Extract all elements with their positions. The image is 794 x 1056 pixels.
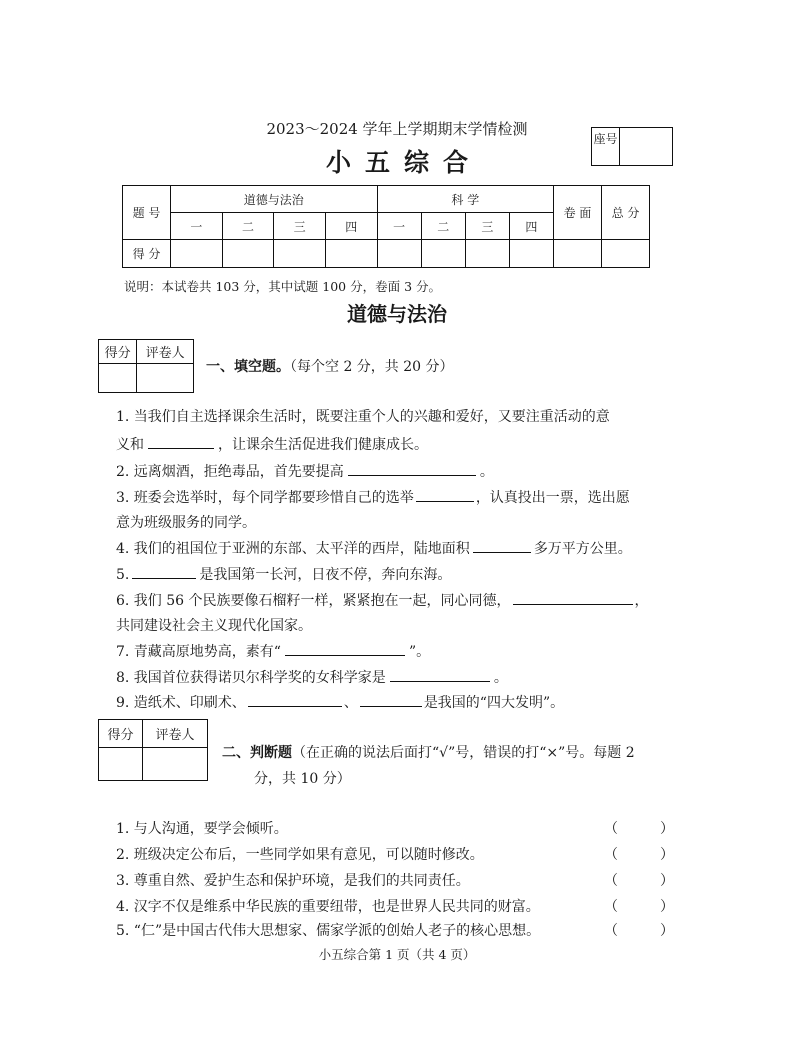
answer-blank[interactable] bbox=[285, 641, 405, 656]
answer-blank[interactable] bbox=[416, 487, 474, 502]
question-3-line-1 bbox=[116, 487, 676, 507]
score-table bbox=[122, 185, 650, 268]
score-cell[interactable] bbox=[377, 240, 421, 268]
question-text: 。 bbox=[493, 670, 508, 686]
part1-instruction: （每个空 2 分，共 20 分） bbox=[290, 359, 454, 375]
question-text: 7. 青藏高原地势高，素有“ bbox=[116, 644, 281, 660]
sub-col-header: 一 bbox=[171, 213, 223, 240]
score-cell[interactable] bbox=[421, 240, 465, 268]
science-group-header: 科 学 bbox=[377, 186, 553, 213]
grader-score-cell[interactable] bbox=[99, 748, 143, 781]
question-3-line-2: 意为班级服务的同学。 bbox=[116, 515, 256, 531]
answer-blank[interactable] bbox=[390, 667, 490, 682]
question-text: 。 bbox=[479, 464, 494, 480]
grader-score-label: 得分 bbox=[99, 720, 143, 748]
paren-open: （ bbox=[604, 873, 618, 889]
grader-score-cell[interactable] bbox=[99, 364, 137, 393]
sub-col-header: 四 bbox=[325, 213, 377, 240]
paren-close: ） bbox=[660, 923, 674, 939]
question-text: 2. 远离烟酒，拒绝毒品，首先要提高 bbox=[116, 464, 344, 480]
judge-item: 5. “仁”是中国古代伟大思想家、儒家学派的创始人老子的核心思想。 bbox=[116, 923, 541, 939]
question-4 bbox=[116, 538, 676, 558]
question-6-line-1 bbox=[116, 590, 676, 610]
question-text: 5. bbox=[116, 567, 130, 583]
grader-box-part2 bbox=[98, 719, 208, 781]
question-8 bbox=[116, 667, 676, 687]
part2-instruction: （在正确的说法后面打“√”号，错误的打“×”号。每题 2 bbox=[292, 745, 635, 761]
grader-box-part1 bbox=[98, 339, 194, 393]
sub-col-header: 二 bbox=[421, 213, 465, 240]
part1-heading bbox=[206, 352, 454, 382]
moral-group-header: 道德与法治 bbox=[171, 186, 378, 213]
sub-col-header: 二 bbox=[222, 213, 274, 240]
sub-col-header: 四 bbox=[509, 213, 553, 240]
question-text: 8. 我国首位获得诺贝尔科学奖的女科学家是 bbox=[116, 670, 386, 686]
answer-blank[interactable] bbox=[348, 461, 476, 476]
score-cell[interactable] bbox=[465, 240, 509, 268]
answer-blank[interactable] bbox=[473, 538, 531, 553]
exam-note: 说明：本试卷共 103 分，其中试题 100 分，卷面 3 分。 bbox=[124, 279, 442, 294]
question-text: ，认真投出一票，选出愿 bbox=[475, 490, 630, 506]
paren-close: ） bbox=[660, 899, 674, 915]
question-5 bbox=[116, 564, 676, 584]
question-text: 4. 我们的祖国位于亚洲的东部、太平洋的西岸，陆地面积 bbox=[116, 541, 470, 557]
page-footer: 小五综合第 1 页（共 4 页） bbox=[318, 947, 476, 962]
seat-number-box[interactable] bbox=[591, 127, 673, 166]
answer-blank[interactable] bbox=[148, 434, 214, 449]
question-text: 多万平方公里。 bbox=[533, 541, 632, 557]
section-title: 道德与法治 bbox=[347, 302, 447, 326]
part2-title: 二、判断题 bbox=[222, 745, 292, 761]
paren-open: （ bbox=[604, 899, 618, 915]
grader-name-label: 评卷人 bbox=[142, 720, 207, 748]
score-cell[interactable] bbox=[171, 240, 223, 268]
paren-open: （ bbox=[604, 923, 618, 939]
neatness-header: 卷 面 bbox=[554, 186, 602, 240]
judge-item: 3. 尊重自然、爱护生态和保护环境，是我们的共同责任。 bbox=[116, 873, 470, 889]
score-cell[interactable] bbox=[602, 240, 650, 268]
subject-title: 小五综合 bbox=[325, 148, 482, 177]
question-text: 是我国的“四大发明”。 bbox=[423, 695, 565, 711]
part2-heading bbox=[222, 740, 682, 792]
question-text: ，让课余生活促进我们健康成长。 bbox=[218, 437, 428, 453]
score-cell[interactable] bbox=[274, 240, 326, 268]
score-cell[interactable] bbox=[222, 240, 274, 268]
answer-blank[interactable] bbox=[513, 590, 633, 605]
paren-close: ） bbox=[660, 821, 674, 837]
judge-item: 4. 汉字不仅是维系中华民族的重要纽带，也是世界人民共同的财富。 bbox=[116, 899, 540, 915]
score-cell[interactable] bbox=[554, 240, 602, 268]
answer-blank[interactable] bbox=[132, 564, 196, 579]
question-text: ”。 bbox=[408, 644, 431, 660]
seat-number-label: 座号 bbox=[592, 128, 620, 165]
question-text: ， bbox=[634, 593, 649, 609]
answer-blank[interactable] bbox=[360, 692, 422, 707]
total-header: 总 分 bbox=[602, 186, 650, 240]
grader-name-cell[interactable] bbox=[137, 364, 194, 393]
question-text: 6. 我们 56 个民族要像石榴籽一样，紧紧抱在一起，同心同德， bbox=[116, 593, 511, 609]
question-number-header: 题 号 bbox=[123, 186, 171, 240]
question-7 bbox=[116, 641, 676, 661]
sub-col-header: 三 bbox=[274, 213, 326, 240]
part2-instruction-cont: 分，共 10 分） bbox=[254, 771, 351, 787]
exam-title: 2023～2024 学年上学期期末学情检测 bbox=[266, 120, 528, 138]
paren-close: ） bbox=[660, 873, 674, 889]
grader-name-cell[interactable] bbox=[142, 748, 207, 781]
grader-name-label: 评卷人 bbox=[137, 340, 194, 364]
question-2 bbox=[116, 461, 676, 481]
grader-score-label: 得分 bbox=[99, 340, 137, 364]
question-text: 、 bbox=[343, 695, 358, 711]
score-cell[interactable] bbox=[325, 240, 377, 268]
question-9 bbox=[116, 692, 676, 712]
sub-col-header: 三 bbox=[465, 213, 509, 240]
question-1-line-1: 1. 当我们自主选择课余生活时，既要注重个人的兴趣和爱好，又要注重活动的意 bbox=[116, 409, 610, 425]
answer-blank[interactable] bbox=[248, 692, 342, 707]
score-cell[interactable] bbox=[509, 240, 553, 268]
judge-item: 2. 班级决定公布后，一些同学如果有意见，可以随时修改。 bbox=[116, 847, 484, 863]
question-text: 是我国第一长河，日夜不停，奔向东海。 bbox=[199, 567, 452, 583]
question-text: 3. 班委会选举时，每个同学都要珍惜自己的选举 bbox=[116, 490, 414, 506]
question-text: 义和 bbox=[116, 437, 144, 453]
paren-open: （ bbox=[604, 821, 618, 837]
paren-open: （ bbox=[604, 847, 618, 863]
part1-title: 一、填空题。 bbox=[206, 359, 290, 375]
sub-col-header: 一 bbox=[377, 213, 421, 240]
score-row-label: 得 分 bbox=[123, 240, 171, 268]
judge-item: 1. 与人沟通，要学会倾听。 bbox=[116, 821, 288, 837]
question-1-line-2 bbox=[116, 434, 676, 454]
question-6-line-2: 共同建设社会主义现代化国家。 bbox=[116, 618, 312, 634]
paren-close: ） bbox=[660, 847, 674, 863]
question-text: 9. 造纸术、印刷术、 bbox=[116, 695, 246, 711]
